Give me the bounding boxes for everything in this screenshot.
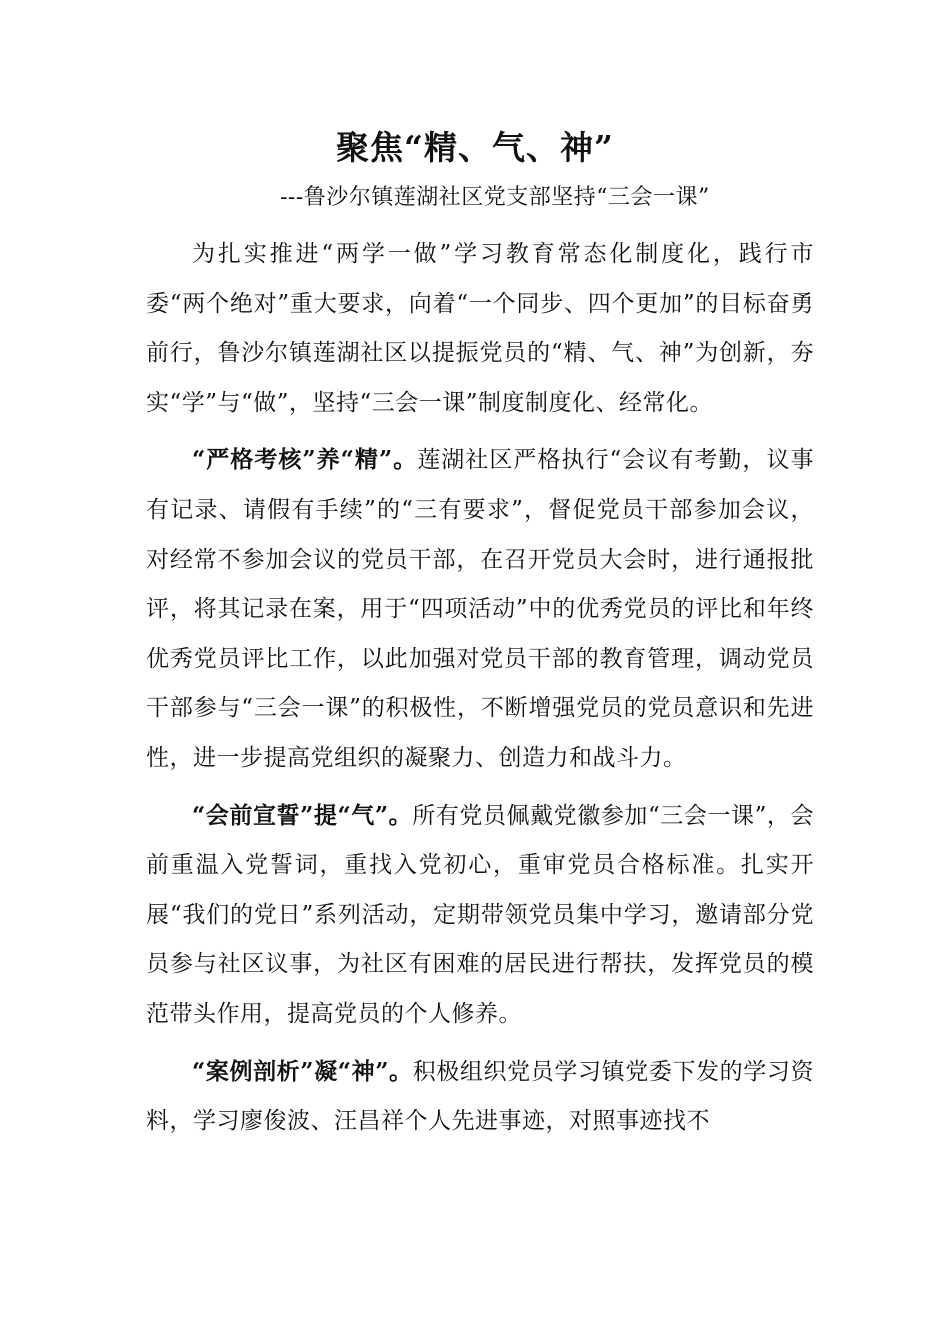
paragraph-case-study-text: 积极组织党员学习镇党委下发的学习资料，学习廖俊波、汪昌祥个人先进事迹，对照事迹找不 (146, 1058, 815, 1135)
paragraph-intro (146, 230, 814, 428)
paragraph-oath-text: 所有党员佩戴党徽参加“三会一课”，会前重温入党誓词，重找入党初心，重审党员合格标准。扎实开展“我们的党日”系列活动，定期带领党员集中学习，邀请部分党员参与社区议事，为社区有困难的居民进行帮扶，发挥党员的模范带头作用，提高党员的个人修养。 (146, 802, 814, 1027)
paragraph-case-study-heading: “案例剖析”凝“神”。 (192, 1057, 413, 1085)
paragraph-assessment-heading: “严格考核”养“精”。 (192, 446, 418, 474)
document-body (146, 230, 814, 1147)
paragraph-assessment-text: 莲湖社区严格执行“会议有考勤，议事有记录、请假有手续”的“三有要求”，督促党员干部参加会议，对经常不参加会议的党员干部，在召开党员大会时，进行通报批评，将其记录在案，用于“四项活动”中的优秀党员的评比和年终优秀党员评比工作，以此加强对党员干部的教育管理，调动党员干部参与“三会一课”的积极性，不断增强党员的党员意识和先进性，进一步提高党组织的凝聚力、创造力和战斗力。 (146, 447, 814, 771)
document-subtitle: ---鲁沙尔镇莲湖社区党支部坚持“三会一课” (280, 185, 710, 210)
paragraph-case-study (146, 1047, 814, 1147)
paragraph-assessment (146, 435, 814, 783)
document-title: 聚焦“精、气、神” (336, 128, 614, 167)
paragraph-intro-text: 为扎实推进“两学一做”学习教育常态化制度化，践行市委“两个绝对”重大要求，向着“一个同步、四个更加”的目标奋勇前行，鲁沙尔镇莲湖社区以提振党员的“精、气、神”为创新，夯实“学”与“做”，坚持“三会一课”制度制度化、经常化。 (146, 241, 814, 416)
paragraph-oath-heading: “会前宣誓”提“气”。 (192, 801, 413, 829)
paragraph-oath (146, 791, 814, 1040)
